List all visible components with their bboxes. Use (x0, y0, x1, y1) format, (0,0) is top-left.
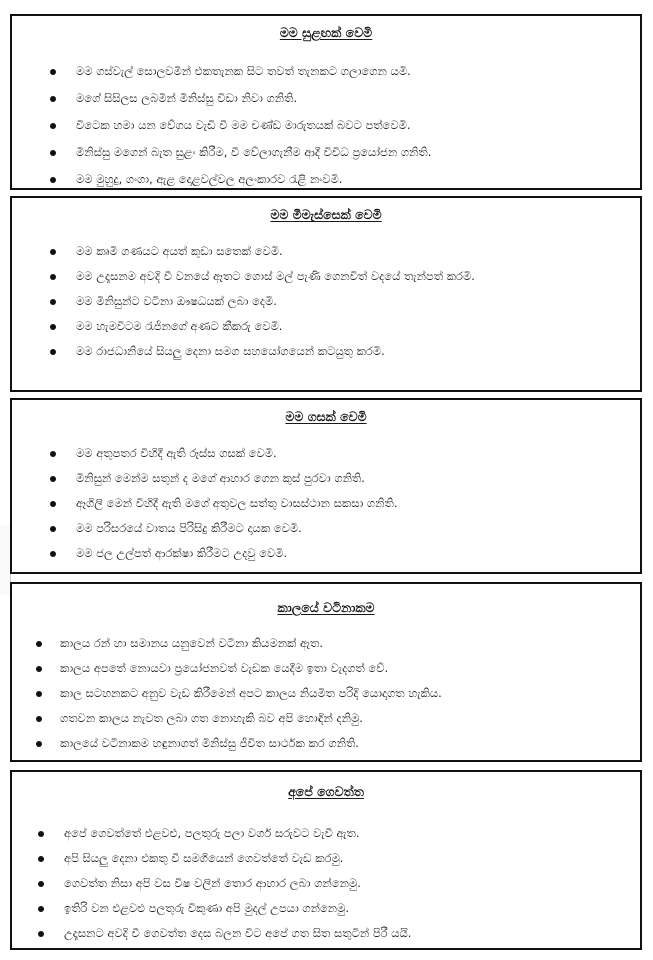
list-item: මම මුහුදු, ගංගා, ඇළ දොළවල්වල අලංකාරව රැළි නංවමි. (12, 172, 640, 187)
bullet-icon (50, 249, 56, 255)
list-item: මම කෘමි ගණයට අයත් කුඩා සතෙක් වෙමි. (12, 244, 640, 259)
bullet-list (12, 446, 640, 561)
list-item: මම රාජධානියේ සියලු දෙනා සමග සහයෝගයෙන් කටයුතු කරමි. (12, 344, 640, 359)
bullet-list (12, 636, 640, 751)
list-item: මම උදෑසනම අවදි වී වනයේ ඈතට ගොස් මල් පැණි ගෙනවිත් වදයේ තැන්පත් කරමි. (12, 269, 640, 284)
bullet-icon (50, 526, 56, 532)
section-title: මම ගසක් වෙමි (285, 409, 367, 424)
list-item: මගේ සිසිලස ලබමින් මිනිස්සු විඩා නිවා ගනිති. (12, 91, 640, 106)
list-item: කාලය අපතේ නොයවා ප්‍රයෝජනවත් වැඩක යෙදීම ඉතා වැදගත් වේ. (12, 661, 640, 676)
list-item: මිනිසුන් මෙන්ම සතුන් ද මගේ ආහාර ගෙන කුස් පුරවා ගනිති. (12, 471, 640, 486)
list-item: උදෑසනට අවදි වී ගෙවත්ත දෙස බලන විට අපේ ගත සිත සතුටින් පිරී යයි. (12, 926, 640, 941)
bullet-icon (36, 716, 42, 722)
list-item: අපේ ගෙවත්තේ එළවළු, පලතුරු පලා වර්ග සරුවට වැවී ඇත. (12, 826, 640, 841)
list-item: ඉතිරි වන එළවළු පලතුරු විකුණා අපි මුදල් උපයා ගන්නෙමු. (12, 901, 640, 916)
list-item: ගතවන කාලය නැවත ලබා ගත නොහැකි බව අපි හොඳින් දනිමු. (12, 711, 640, 726)
bullet-icon (38, 831, 44, 837)
bullet-icon (50, 177, 56, 183)
section-title: මම සුළඟක් වෙමි (279, 25, 373, 40)
section-title: කාලයේ වටිනාකම (277, 600, 375, 615)
bullet-icon (50, 551, 56, 557)
list-item: කාලය රන් හා සමානය යනුවෙන් වටිනා කියමනක් ඇත. (12, 636, 640, 651)
section-value-of-time (10, 582, 642, 762)
bullet-icon (38, 906, 44, 912)
list-item: මම පරිසරයේ වාතය පිරිසිදු කිරීමට දායක වෙමි. (12, 521, 640, 536)
section-tree (10, 398, 642, 574)
section-bee (10, 196, 642, 392)
bullet-icon (50, 299, 56, 305)
list-item: මිනිස්සු මගෙන් බැත සුළං කිරීම, වී වේලාගැනීම ආදී විවිධ ප්‍රයෝජන ගනිති. (12, 145, 640, 160)
bullet-icon (50, 150, 56, 156)
section-home-garden (10, 770, 642, 950)
list-item: මම ගස්වැල් සොලවමින් එකතැනක සිට තවත් තැනකට ගලාගෙන යමි. (12, 64, 640, 79)
bullet-icon (50, 96, 56, 102)
list-item: විටෙක හමා යන වේගය වැඩි වී මම චණ්ඩ මාරුතයක් බවට පත්වෙමි. (12, 118, 640, 133)
bullet-icon (36, 741, 42, 747)
bullet-icon (50, 69, 56, 75)
list-item: මම ජල උල්පත් ආරක්ෂා කිරීමට උදවු වෙමි. (12, 546, 640, 561)
section-title: අපේ ගෙවත්ත (288, 784, 364, 799)
bullet-icon (50, 274, 56, 280)
bullet-icon (50, 349, 56, 355)
list-item: අපි සියලු දෙනා එකතු වී සමගියෙන් ගෙවත්තේ වැඩ කරමු. (12, 851, 640, 866)
bullet-icon (36, 691, 42, 697)
list-item: මම හැමවිටම රැජිනගේ අණට කීකරු වෙමි. (12, 319, 640, 334)
section-title: මම මීමැස්සෙක් වෙමි (270, 207, 382, 222)
bullet-icon (36, 641, 42, 647)
bullet-icon (50, 123, 56, 129)
bullet-icon (38, 881, 44, 887)
section-wind (10, 14, 642, 190)
list-item: මම මිනිසුන්ට වටිනා ඖෂධයක් ලබා දෙමි. (12, 294, 640, 309)
list-item: කාල සටහනකට අනුව වැඩ කිරීමෙන් අපට කාලය නියමිත පරිදි යොදාගත හැකිය. (12, 686, 640, 701)
bullet-icon (50, 451, 56, 457)
bullet-icon (50, 324, 56, 330)
bullet-list (12, 244, 640, 359)
bullet-list (12, 826, 640, 941)
list-item: ගෙවත්ත නිසා අපි වස විෂ වලින් තොර ආහාර ලබා ගන්නෙමු. (12, 876, 640, 891)
list-item: ඈගිලි මෙන් විහිදී ඇති මගේ අතුවල සත්තු වාසස්ථාන සකසා ගනිති. (12, 496, 640, 511)
list-item: මම අතුපතර විහිදී ඇති රූස්ස ගසක් වෙමි. (12, 446, 640, 461)
bullet-icon (38, 931, 44, 937)
bullet-icon (50, 501, 56, 507)
bullet-list (12, 64, 640, 187)
bullet-icon (38, 856, 44, 862)
list-item: කාලයේ වටිනාකම හඳුනාගත් මිනිස්සු ජීවිත සාර්ථක කර ගනිති. (12, 736, 640, 751)
bullet-icon (36, 666, 42, 672)
bullet-icon (50, 476, 56, 482)
